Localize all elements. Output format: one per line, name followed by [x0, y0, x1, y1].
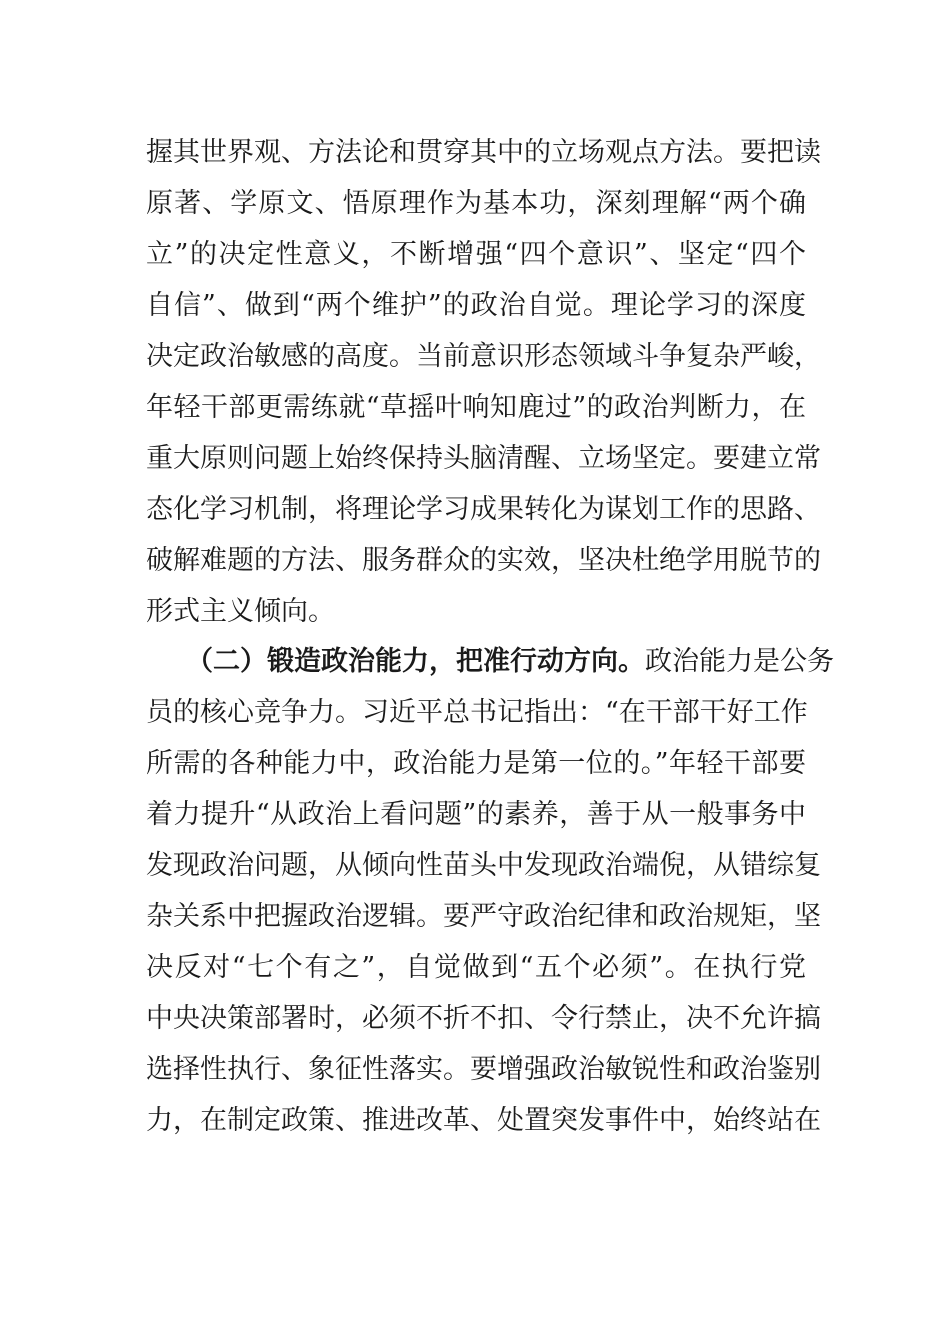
text-line: 选择性执行、象征性落实。要增强政治敏锐性和政治鉴别	[146, 1054, 821, 1085]
paragraph-theory-study	[146, 127, 821, 637]
text-line: 力，在制定政策、推进改革、处置突发事件中，始终站在	[146, 1105, 821, 1136]
text-line: 发现政治问题，从倾向性苗头中发现政治端倪，从错综复	[146, 850, 821, 881]
text-line: 杂关系中把握政治逻辑。要严守政治纪律和政治规矩，坚	[146, 901, 821, 932]
text-line: 形式主义倾向。	[146, 596, 335, 627]
text-line: 决定政治敏感的高度。当前意识形态领域斗争复杂严峻，	[146, 341, 821, 372]
text-line: 员的核心竞争力。习近平总书记指出：“在干部干好工作	[146, 697, 808, 728]
text-line: 重大原则问题上始终保持头脑清醒、立场坚定。要建立常	[146, 443, 821, 474]
first-line-text: 政治能力是公务	[645, 646, 834, 677]
first-line	[146, 636, 834, 687]
text-line: 着力提升“从政治上看问题”的素养，善于从一般事务中	[146, 799, 806, 830]
text-line: 握其世界观、方法论和贯穿其中的立场观点方法。要把读	[146, 137, 821, 168]
text-line: 决反对“七个有之”，自觉做到“五个必须”。在执行党	[146, 952, 806, 983]
text-line: 中央决策部署时，必须不折不扣、令行禁止，决不允许搞	[146, 1003, 821, 1034]
paragraph-political-ability	[146, 636, 834, 1146]
text-line: 自信”、做到“两个维护”的政治自觉。理论学习的深度	[146, 290, 806, 321]
text-line: 原著、学原文、悟原理作为基本功，深刻理解“两个确	[146, 188, 806, 219]
text-line: 年轻干部更需练就“草摇叶响知鹿过”的政治判断力，在	[146, 392, 806, 423]
text-line: 所需的各种能力中，政治能力是第一位的。”年轻干部要	[146, 748, 806, 779]
text-line: 立”的决定性意义，不断增强“四个意识”、坚定“四个	[146, 239, 806, 270]
section-heading: （二）锻造政治能力，把准行动方向。	[186, 646, 645, 677]
text-line: 态化学习机制，将理论学习成果转化为谋划工作的思路、	[146, 494, 821, 525]
text-line: 破解难题的方法、服务群众的实效，坚决杜绝学用脱节的	[146, 545, 821, 576]
